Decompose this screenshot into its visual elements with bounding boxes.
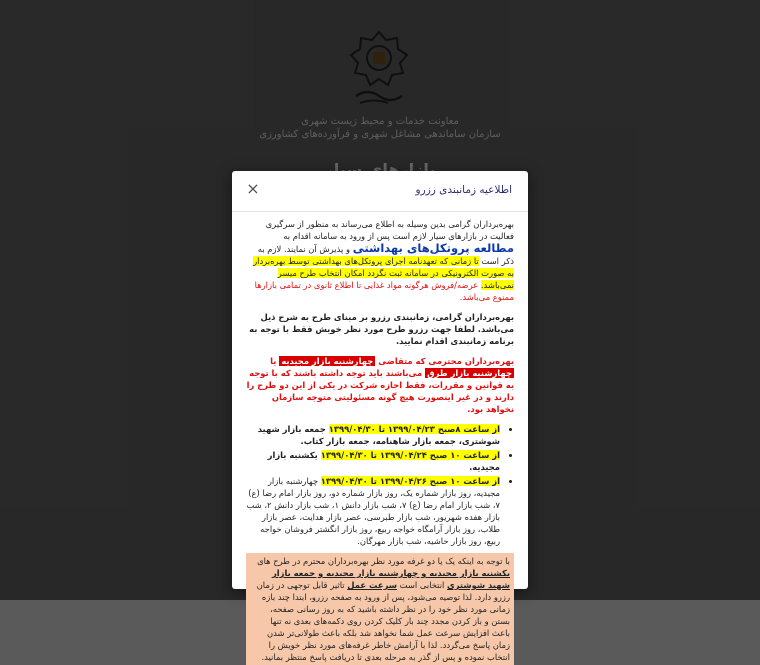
modal-body [232, 212, 528, 662]
tag-wednesday-majidiyeh: چهارشنبه بازار مجیدیه [281, 356, 374, 366]
warning-paragraph: بهره‌برداران محترمی که متقاضی چهارشنبه بازار مجیدیه یا چهارشنبه بازار طرق می‌باشند باید توجه داشته باشند که با توجه به قوانین و مقررات، فقط اجازه شرکت در یکی از این دو طرح را دارند و در غیر اینصورت هیچ گونه مسئولیتی متوجه سازمان نخواهد بود. [246, 356, 514, 414]
modal-header [232, 171, 528, 212]
schedule-item: • از ساعت ۱۰ صبح ۱۳۹۹/۰۴/۲۴ تا ۱۳۹۹/۰۴/۳۰ یکشنبه بازار مجیدیه. [246, 449, 500, 473]
health-protocols-link[interactable]: مطالعه پروتکل‌های بهداشتی [352, 241, 514, 255]
schedule-item: • از ساعت ۱۰ صبح ۱۳۹۹/۰۴/۲۶ تا ۱۳۹۹/۰۴/۳۰ چهارشنبه بازار مجیدیه، روز بازار شماره یک، روز بازار شماره دو، روز بازار امام رضا (ع) ۷، شب بازار امام رضا (ع) ۷، شب بازار دانش ۱، شب بازار دانش ۲، شب بازار هفده شهریور، شب بازار طبرسی، عصر بازار هدایت، عصر بازار طلاب، روز بازار آرامگاه خواجه ربیع، روز بازار انگشتر فروشان خواجه ربیع، روز بازار حاشیه، شب بازار مهرگان. [246, 475, 500, 547]
intro-paragraph: بهره‌برداران گرامی بدین وسیله به اطلاع می‌رساند به منظور از سرگیری فعالیت در بازارهای سیار لازم است پس از ورود به سامانه اقدام به مطالعه پروتکل‌های بهداشتی و پذیرش آن نمایند. لازم به ذکر است تا زمانی که تعهدنامه اجرای پروتکل‌های بهداشتی توسط بهره‌بردار به صورت الکترونیکی در سامانه ثبت نگردد امکان انتخاب طرح میسر نمی‌باشد. عرضه/فروش هرگونه مواد غذایی تا اطلاع ثانوی در تمامی بازارها ممنوع می‌باشد. [253, 219, 514, 302]
close-icon[interactable]: × [246, 179, 260, 198]
reservation-schedule-modal [232, 171, 528, 662]
schedule-item: • از ساعت ۸صبح ۱۳۹۹/۰۴/۲۳ تا ۱۳۹۹/۰۴/۳۰ جمعه بازار شهید شوشتری، جمعه بازار شاهنامه، جمعه بازار کتاب. [246, 423, 500, 447]
speed-note-paragraph: با توجه به اینکه یک یا دو غرفه مورد نظر بهره‌برداران محترم در طرح های یکشنبه بازار مجیدیه و چهارشنبه بازار مجیدیه و جمعه بازار شهید شوشتری انتخابی است سرعت عمل تاثیر قابل توجهی در زمان رزرو دارد. لذا توصیه می‌شود، پس از ورود به صفحه رزرو، ابتدا چند بازه زمانی مورد نظر خود را در نظر داشته باشید که به روز رسانی صفحه، بستن و باز کردن مجدد چند بار کلیک کردن روی دکمه‌های بعدی نه تنها باعث افزایش سرعت عمل شما نخواهد شد بلکه باعث طولانی‌تر شدن زمان پاسخ می‌گردد. لذا با آرامش خاطر غرفه‌های مورد نظر خویش را انتخاب نموده و پس از گذر به مرحله بعدی تا دریافت پاسخ منتظر بمانید. [246, 553, 514, 665]
schedule-list [246, 423, 514, 547]
tag-wednesday-toroq: چهارشنبه بازار طرق [427, 368, 512, 378]
instruction-paragraph: بهره‌برداران گرامی، زمانبندی رزرو بر مبنای طرح به شرح ذیل می‌باشد. لطفا جهت رزرو طرح مورد نظر خویش فقط با توجه به برنامه زمانبندی اقدام نمایید. [249, 312, 514, 346]
modal-title: اطلاعیه زمانبندی رزرو [415, 184, 512, 196]
